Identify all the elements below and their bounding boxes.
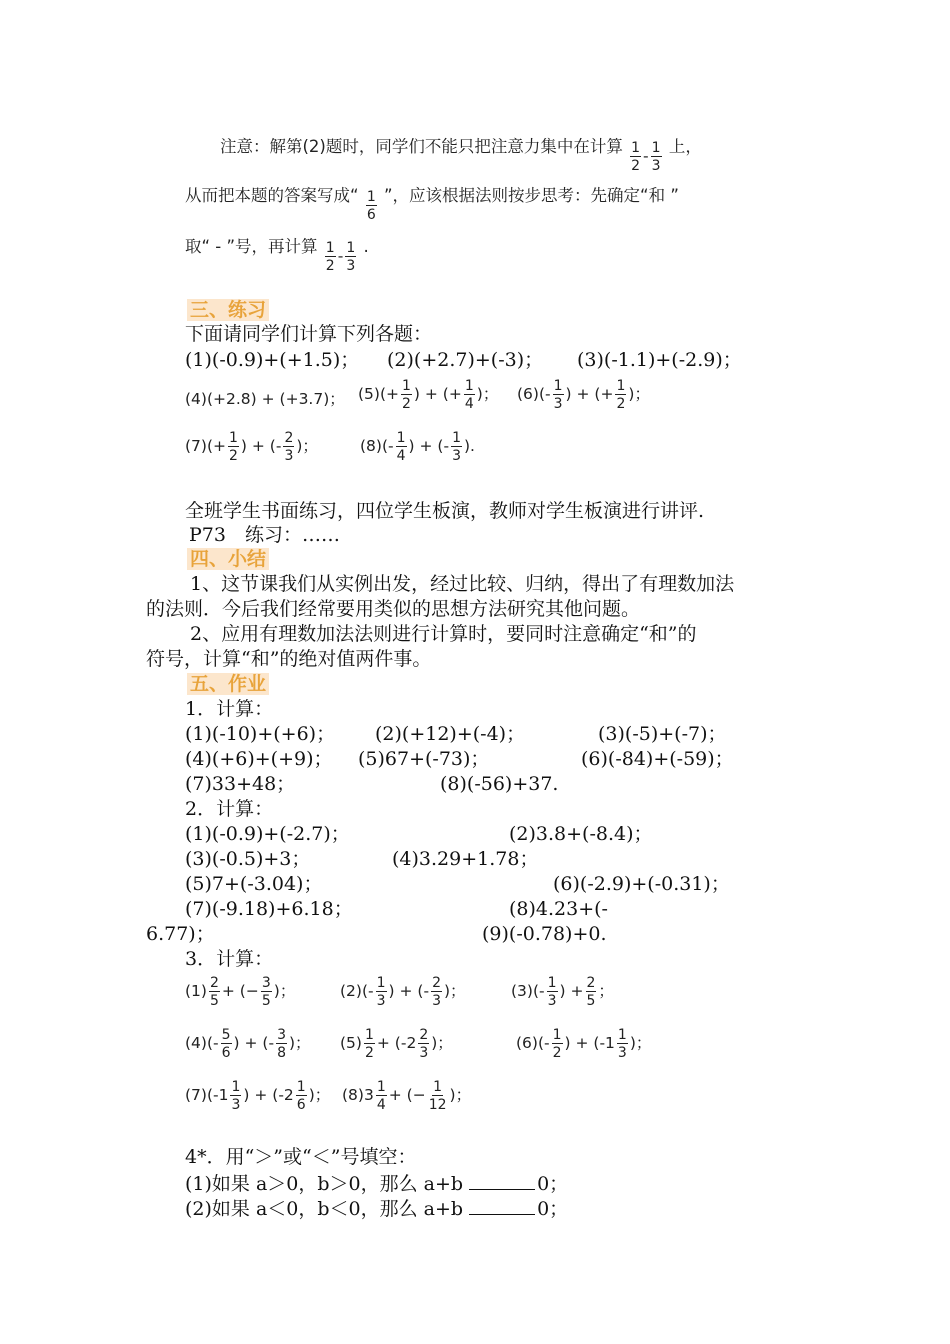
problem-label: (1) <box>185 982 207 1001</box>
section-heading-homework: 五、作业 <box>187 673 269 695</box>
summary-p2-line1: 2、应用有理数加法法则进行计算时，要同时注意确定“和”的 <box>190 623 697 645</box>
answer-blank[interactable] <box>469 1198 535 1215</box>
problem-label: (2)(- <box>340 982 374 1001</box>
note-line-2-text: 从而把本题的答案写成“ <box>185 186 359 205</box>
practice-p73: P73 练习：…… <box>189 524 340 546</box>
q4-tail: 0； <box>537 1198 569 1220</box>
section-heading-summary: 四、小结 <box>187 548 269 570</box>
note-line-3-tail: . <box>363 237 369 256</box>
note-line-1-text: 注意：解第(2)题时，同学们不能只把注意力集中在计算 <box>220 137 623 156</box>
note-line-3-text: 取“ - ”号，再计算 <box>185 237 318 256</box>
homework-q1-item: (3)(-5)+(-7)； <box>598 723 727 745</box>
homework-q1-title: 1．计算： <box>185 698 274 720</box>
homework-q2-item: (2)3.8+(-8.4)； <box>509 823 653 845</box>
homework-q3-item: (5) $\frac{1}{2}$ + (-2 $\frac{2}{3}$ )； <box>340 1027 453 1061</box>
problem-label: (7)(+ <box>185 437 226 456</box>
homework-q2-item: (6)(-2.9)+(-0.31)； <box>553 873 730 895</box>
homework-q1-item: (2)(+12)+(-4)； <box>375 723 526 745</box>
problem-label: (8)3 <box>342 1086 374 1105</box>
summary-p2-line2: 符号，计算“和”的绝对值两件事。 <box>146 648 432 670</box>
problem-label: (3)(- <box>511 982 545 1001</box>
homework-q2-item: 6.77)； <box>146 923 215 945</box>
fraction-expression: $\frac{1}{2}$ - $\frac{1}{3}$ <box>325 240 356 274</box>
homework-q4-item-2 <box>185 1198 568 1219</box>
practice-problem-1: (1)(-0.9)+(+1.5)； <box>185 349 360 371</box>
homework-q3-item: (2)(- $\frac{1}{3}$ ) + (- $\frac{2}{3}$ )； <box>340 975 466 1009</box>
homework-q1-item: (1)(-10)+(+6)； <box>185 723 336 745</box>
note-line-1-tail: 上， <box>668 137 702 156</box>
homework-q2-item: (8)4.23+(- <box>509 898 608 920</box>
practice-problem-3: (3)(-1.1)+(-2.9)； <box>577 349 742 371</box>
homework-q2-item: (3)(-0.5)+3； <box>185 848 311 870</box>
homework-q1-item: (4)(+6)+(+9)； <box>185 748 333 770</box>
homework-q3-title: 3．计算： <box>185 948 274 970</box>
homework-q3-item: (4)(- $\frac{5}{6}$ ) + (- $\frac{3}{8}$ )； <box>185 1027 311 1061</box>
homework-q4-item-1 <box>185 1173 568 1194</box>
note-line-3 <box>185 239 369 273</box>
homework-q4-title: 4*．用“＞”或“＜”号填空： <box>185 1146 417 1168</box>
homework-q2-item: (5)7+(-3.04)； <box>185 873 323 895</box>
problem-label: (6)(- <box>517 385 551 404</box>
practice-intro: 下面请同学们计算下列各题： <box>185 323 433 345</box>
q4-tail: 0； <box>537 1173 569 1195</box>
practice-problem-4: (4)(+2.8) + (+3.7)； <box>185 390 345 408</box>
homework-q3-item: (8)3 $\frac{1}{4}$ + (− $\frac{1}{12}$ )； <box>342 1079 472 1113</box>
section-heading-practice: 三、练习 <box>187 299 269 321</box>
homework-q2-title: 2．计算： <box>185 798 274 820</box>
note-line-1 <box>220 139 702 173</box>
homework-q3-item: (7)(-1 $\frac{1}{3}$ ) + (-2 $\frac{1}{6}$ )； <box>185 1079 331 1113</box>
fraction-expression: $\frac{1}{6}$ <box>366 189 376 223</box>
summary-p1-line1: 1、这节课我们从实例出发，经过比较、归纳，得出了有理数加法 <box>190 573 735 595</box>
homework-q3-item: (6)(- $\frac{1}{2}$ ) + (-1 $\frac{1}{3}$ )； <box>516 1027 652 1061</box>
homework-q1-item: (7)33+48； <box>185 773 296 795</box>
problem-label: (5)(+ <box>358 385 399 404</box>
summary-p1-line2: 的法则．今后我们经常要用类似的思想方法研究其他问题。 <box>146 598 641 620</box>
homework-q3-item: (3)(- $\frac{1}{3}$ ) + $\frac{2}{5}$ ； <box>511 975 614 1009</box>
practice-closing: 全班学生书面练习，四位学生板演，教师对学生板演进行讲评. <box>185 500 705 522</box>
q4-condition: (1)如果 a＞0，b＞0，那么 a+b <box>185 1173 464 1195</box>
practice-problem-5: (5)(+ $\frac{1}{2}$ ) + (+ $\frac{1}{4}$ )； <box>358 378 499 412</box>
homework-q1-item: (8)(-56)+37. <box>440 773 559 795</box>
note-line-2 <box>185 188 679 222</box>
q4-condition: (2)如果 a＜0，b＜0，那么 a+b <box>185 1198 464 1220</box>
problem-label: (5) <box>340 1034 362 1053</box>
problem-label: (7)(-1 <box>185 1086 229 1105</box>
practice-problem-8: (8)(- $\frac{1}{4}$ ) + (- $\frac{1}{3}$ ). <box>360 430 475 464</box>
homework-q3-item: (1) $\frac{2}{5}$ + (− $\frac{3}{5}$ )； <box>185 975 296 1009</box>
problem-label: (4)(- <box>185 1034 219 1053</box>
practice-problem-2: (2)(+2.7)+(-3)； <box>387 349 544 371</box>
fraction-expression: $\frac{1}{2}$ - $\frac{1}{3}$ <box>631 140 661 174</box>
homework-q2-item: (1)(-0.9)+(-2.7)； <box>185 823 350 845</box>
homework-q2-item: (9)(-0.78)+0. <box>482 923 607 945</box>
practice-problem-7: (7)(+ $\frac{1}{2}$ ) + (- $\frac{2}{3}$ )； <box>185 430 318 464</box>
note-line-2-tail: ”，应该根据法则按步思考：先确定“和 ” <box>383 186 679 205</box>
problem-label: (6)(- <box>516 1034 550 1053</box>
homework-q2-item: (4)3.29+1.78； <box>392 848 539 870</box>
homework-q2-item: (7)(-9.18)+6.18； <box>185 898 353 920</box>
homework-q1-item: (6)(-84)+(-59)； <box>581 748 734 770</box>
homework-q1-item: (5)67+(-73)； <box>358 748 490 770</box>
answer-blank[interactable] <box>469 1173 535 1190</box>
problem-label: (8)(- <box>360 437 394 456</box>
practice-problem-6: (6)(- $\frac{1}{3}$ ) + (+ $\frac{1}{2}$ )； <box>517 378 650 412</box>
